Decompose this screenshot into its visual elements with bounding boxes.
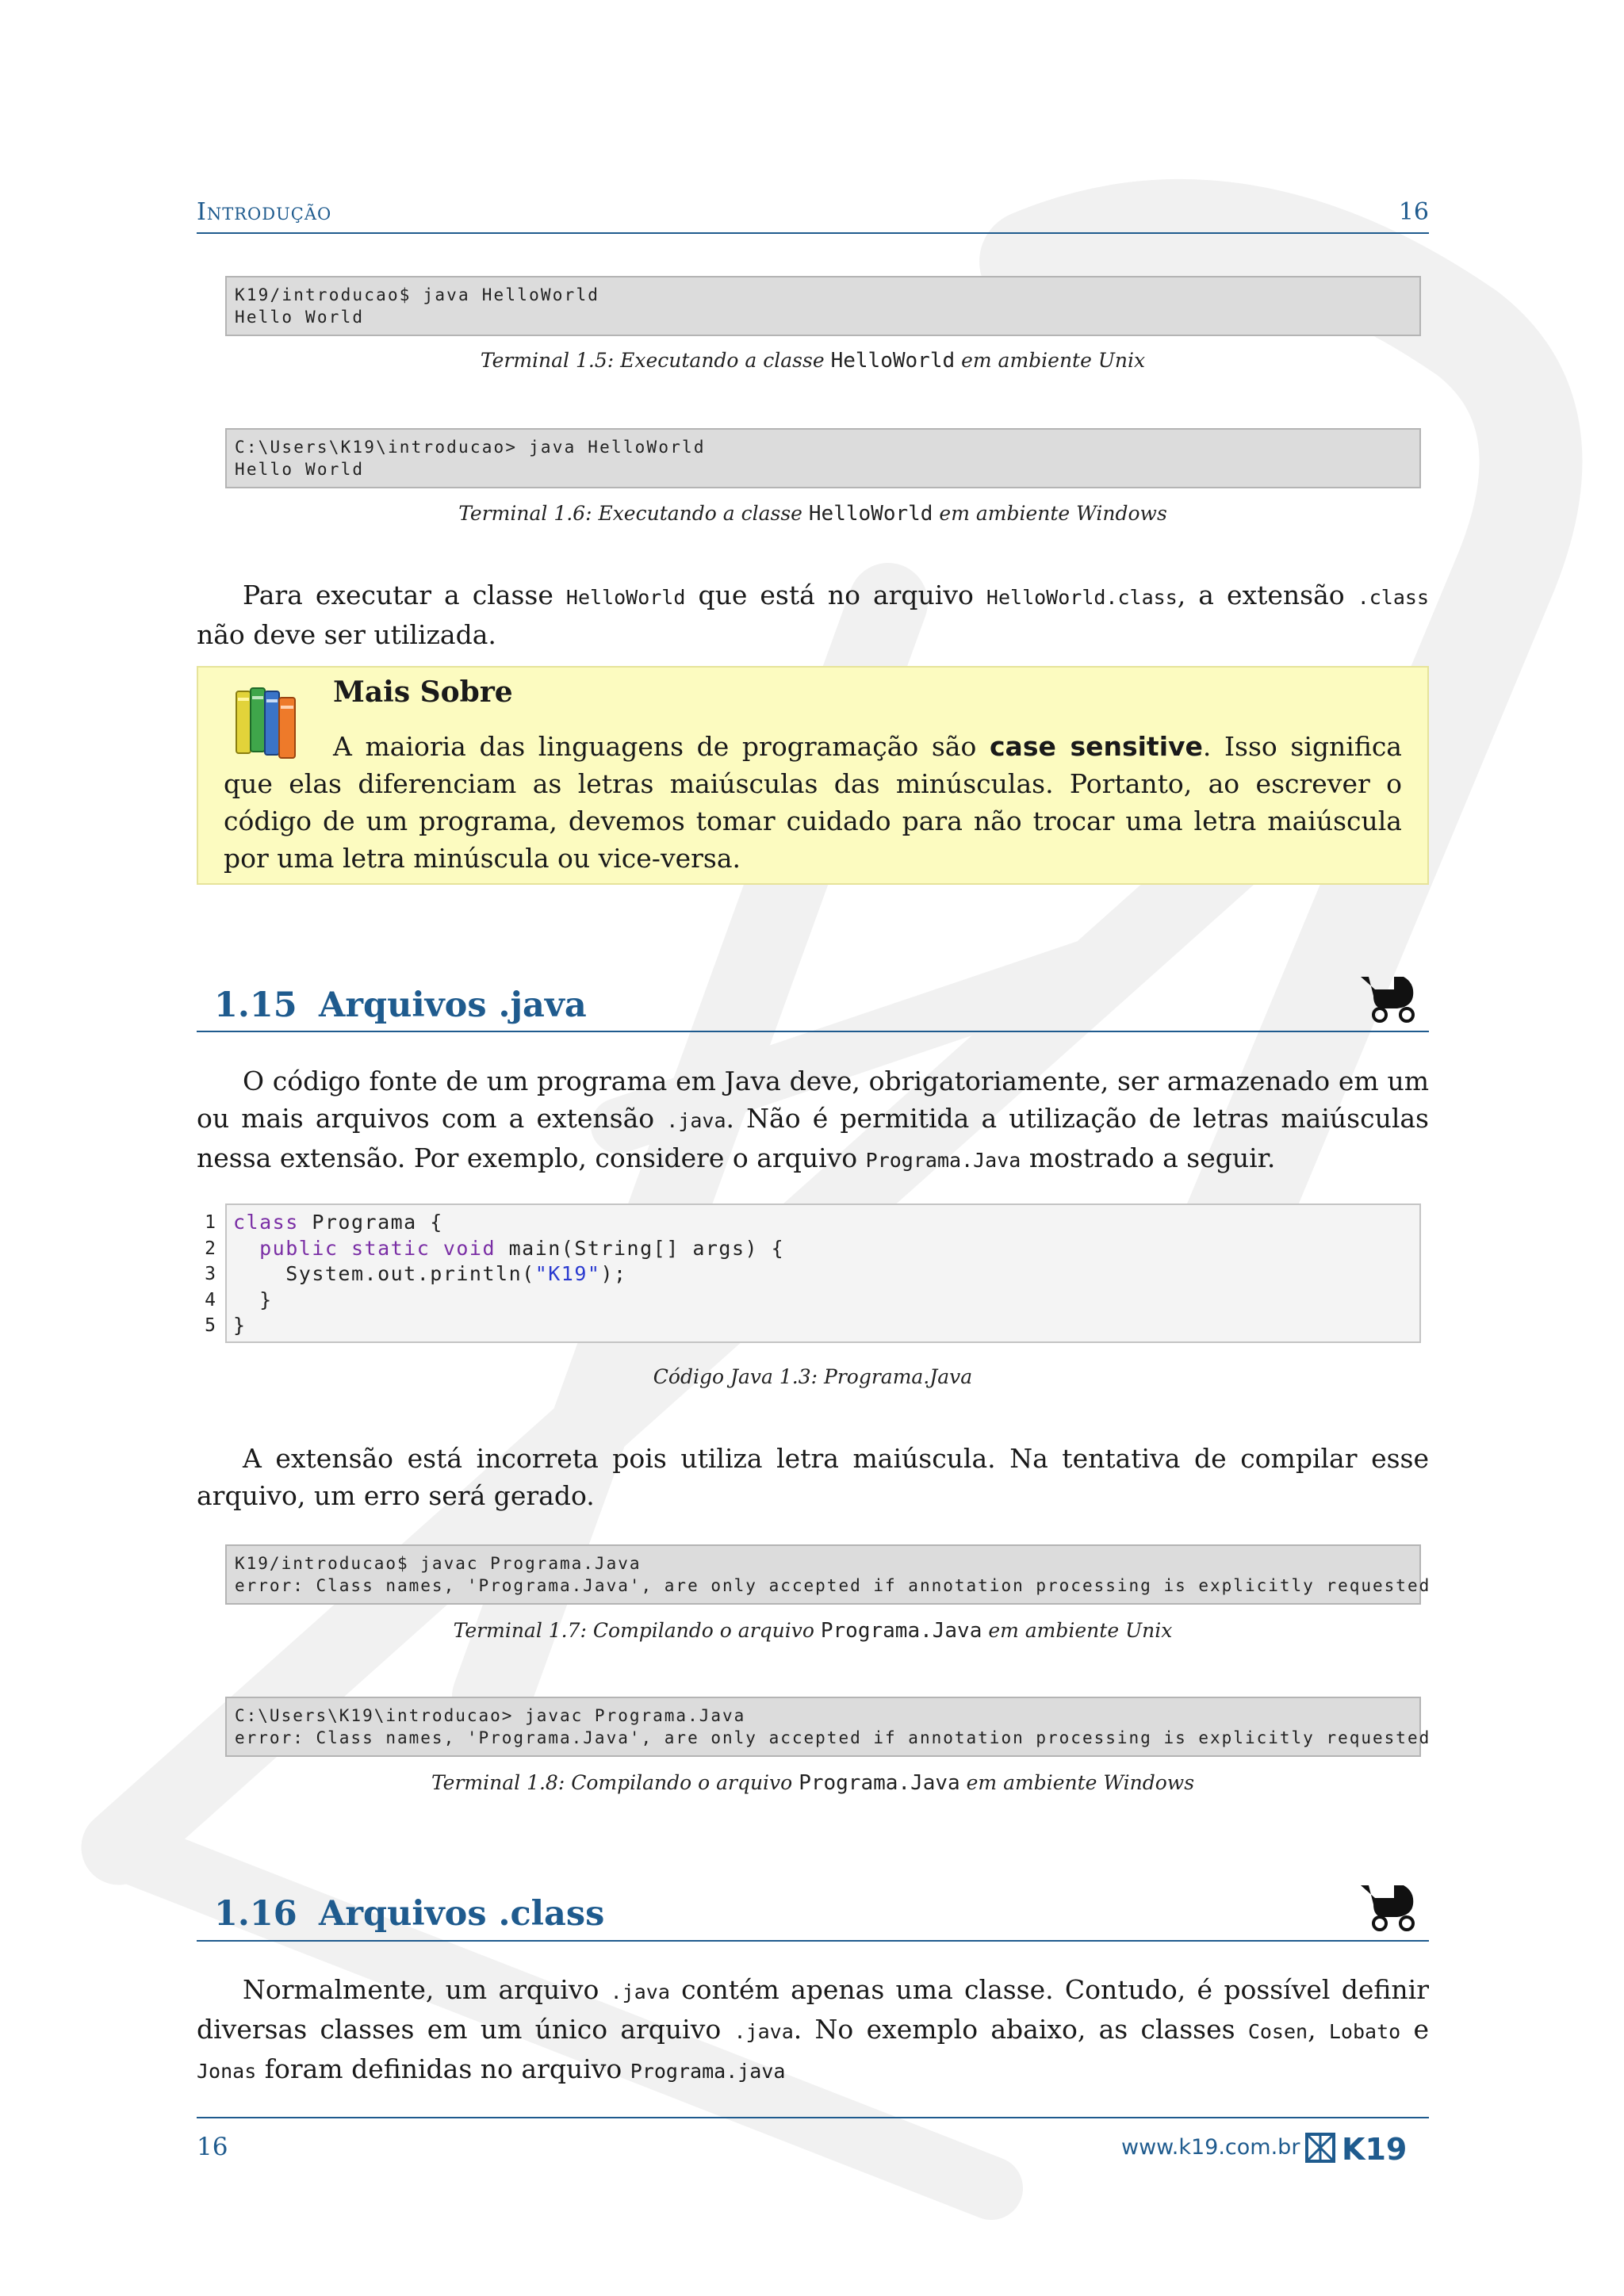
terminal-1-8-caption: Terminal 1.8: Compilando o arquivo Programa.Java em ambiente Windows bbox=[431, 1771, 1195, 1795]
footer-rule bbox=[197, 2117, 1429, 2118]
paragraph-class-files: Normalmente, um arquivo .java contém apenas uma classe. Contudo, é possível definir diversas classes em um único arquivo .java. No exemplo abaixo, as classes Cosen, Lobato e Jonas foram definidas no arquivo Programa.java bbox=[197, 1974, 1429, 2084]
section-1-15-rule bbox=[197, 1031, 1429, 1032]
paragraph-execute-class: Para executar a classe HelloWorld que está no arquivo HelloWorld.class, a extensão .class não deve ser utilizada. bbox=[197, 580, 1429, 650]
footer-page-number: 16 bbox=[197, 2133, 228, 2161]
paragraph-java-files: O código fonte de um programa em Java deve, obrigatoriamente, ser armazenado em um ou mais arquivos com a extensão .java. Não é permitida a utilização de letras maiúsculas nessa extensão. Por exemplo, considere o arquivo Programa.Java mostrado a seguir. bbox=[197, 1066, 1429, 1173]
section-1-16-rule bbox=[197, 1940, 1429, 1942]
terminal-1-6-caption: Terminal 1.6: Executando a classe HelloWorld em ambiente Windows bbox=[458, 502, 1167, 526]
code-caption: Código Java 1.3: Programa.Java bbox=[653, 1365, 973, 1388]
baby-carriage-icon bbox=[1358, 1881, 1419, 1931]
code-listing-programa: class Programa { public static void main(String[] args) { System.out.println("K19"); } } bbox=[225, 1203, 1421, 1343]
paragraph-incorrect-extension: A extensão está incorreta pois utiliza letra maiúscula. Na tentativa de compilar esse arquivo, um erro será gerado. bbox=[197, 1443, 1429, 1511]
k19-logo bbox=[1305, 2133, 1429, 2163]
mais-sobre-title: Mais Sobre bbox=[333, 675, 513, 709]
terminal-1-6: C:\Users\K19\introducao> java HelloWorld Hello World bbox=[225, 428, 1421, 488]
terminal-1-5: K19/introducao$ java HelloWorld Hello World bbox=[225, 276, 1421, 336]
mais-sobre-text: A maioria das linguagens de programação são case sensitive. Isso significa que elas diferenciam as letras maiúsculas das minúsculas. Portanto, ao escrever o código de um programa, devemos tomar cuidado para não trocar uma letra maiúscula por uma letra minúscula ou vice-versa. bbox=[224, 731, 1402, 874]
running-header-page: 16 bbox=[1398, 198, 1429, 226]
section-heading-1-15: 1.15 Arquivos .java bbox=[214, 985, 587, 1025]
terminal-1-7: K19/introducao$ javac Programa.Java error: Class names, 'Programa.Java', are only accepted if annotation processing is explicitly requested bbox=[225, 1544, 1421, 1605]
header-rule bbox=[197, 232, 1429, 234]
terminal-1-7-caption: Terminal 1.7: Compilando o arquivo Programa.Java em ambiente Unix bbox=[453, 1619, 1173, 1643]
terminal-1-8: C:\Users\K19\introducao> javac Programa.Java error: Class names, 'Programa.Java', are only accepted if annotation processing is explicitly requested bbox=[225, 1697, 1421, 1757]
terminal-1-5-caption: Terminal 1.5: Executando a classe HelloWorld em ambiente Unix bbox=[480, 349, 1146, 373]
footer-website-link[interactable]: www.k19.com.br bbox=[1121, 2135, 1300, 2160]
section-heading-1-16: 1.16 Arquivos .class bbox=[214, 1894, 605, 1934]
svg-text:K19: K19 bbox=[1342, 2133, 1408, 2163]
running-header-chapter: Introdução bbox=[197, 198, 332, 226]
code-line-numbers: 1 2 3 4 5 bbox=[205, 1212, 216, 1337]
baby-carriage-icon bbox=[1358, 972, 1419, 1023]
